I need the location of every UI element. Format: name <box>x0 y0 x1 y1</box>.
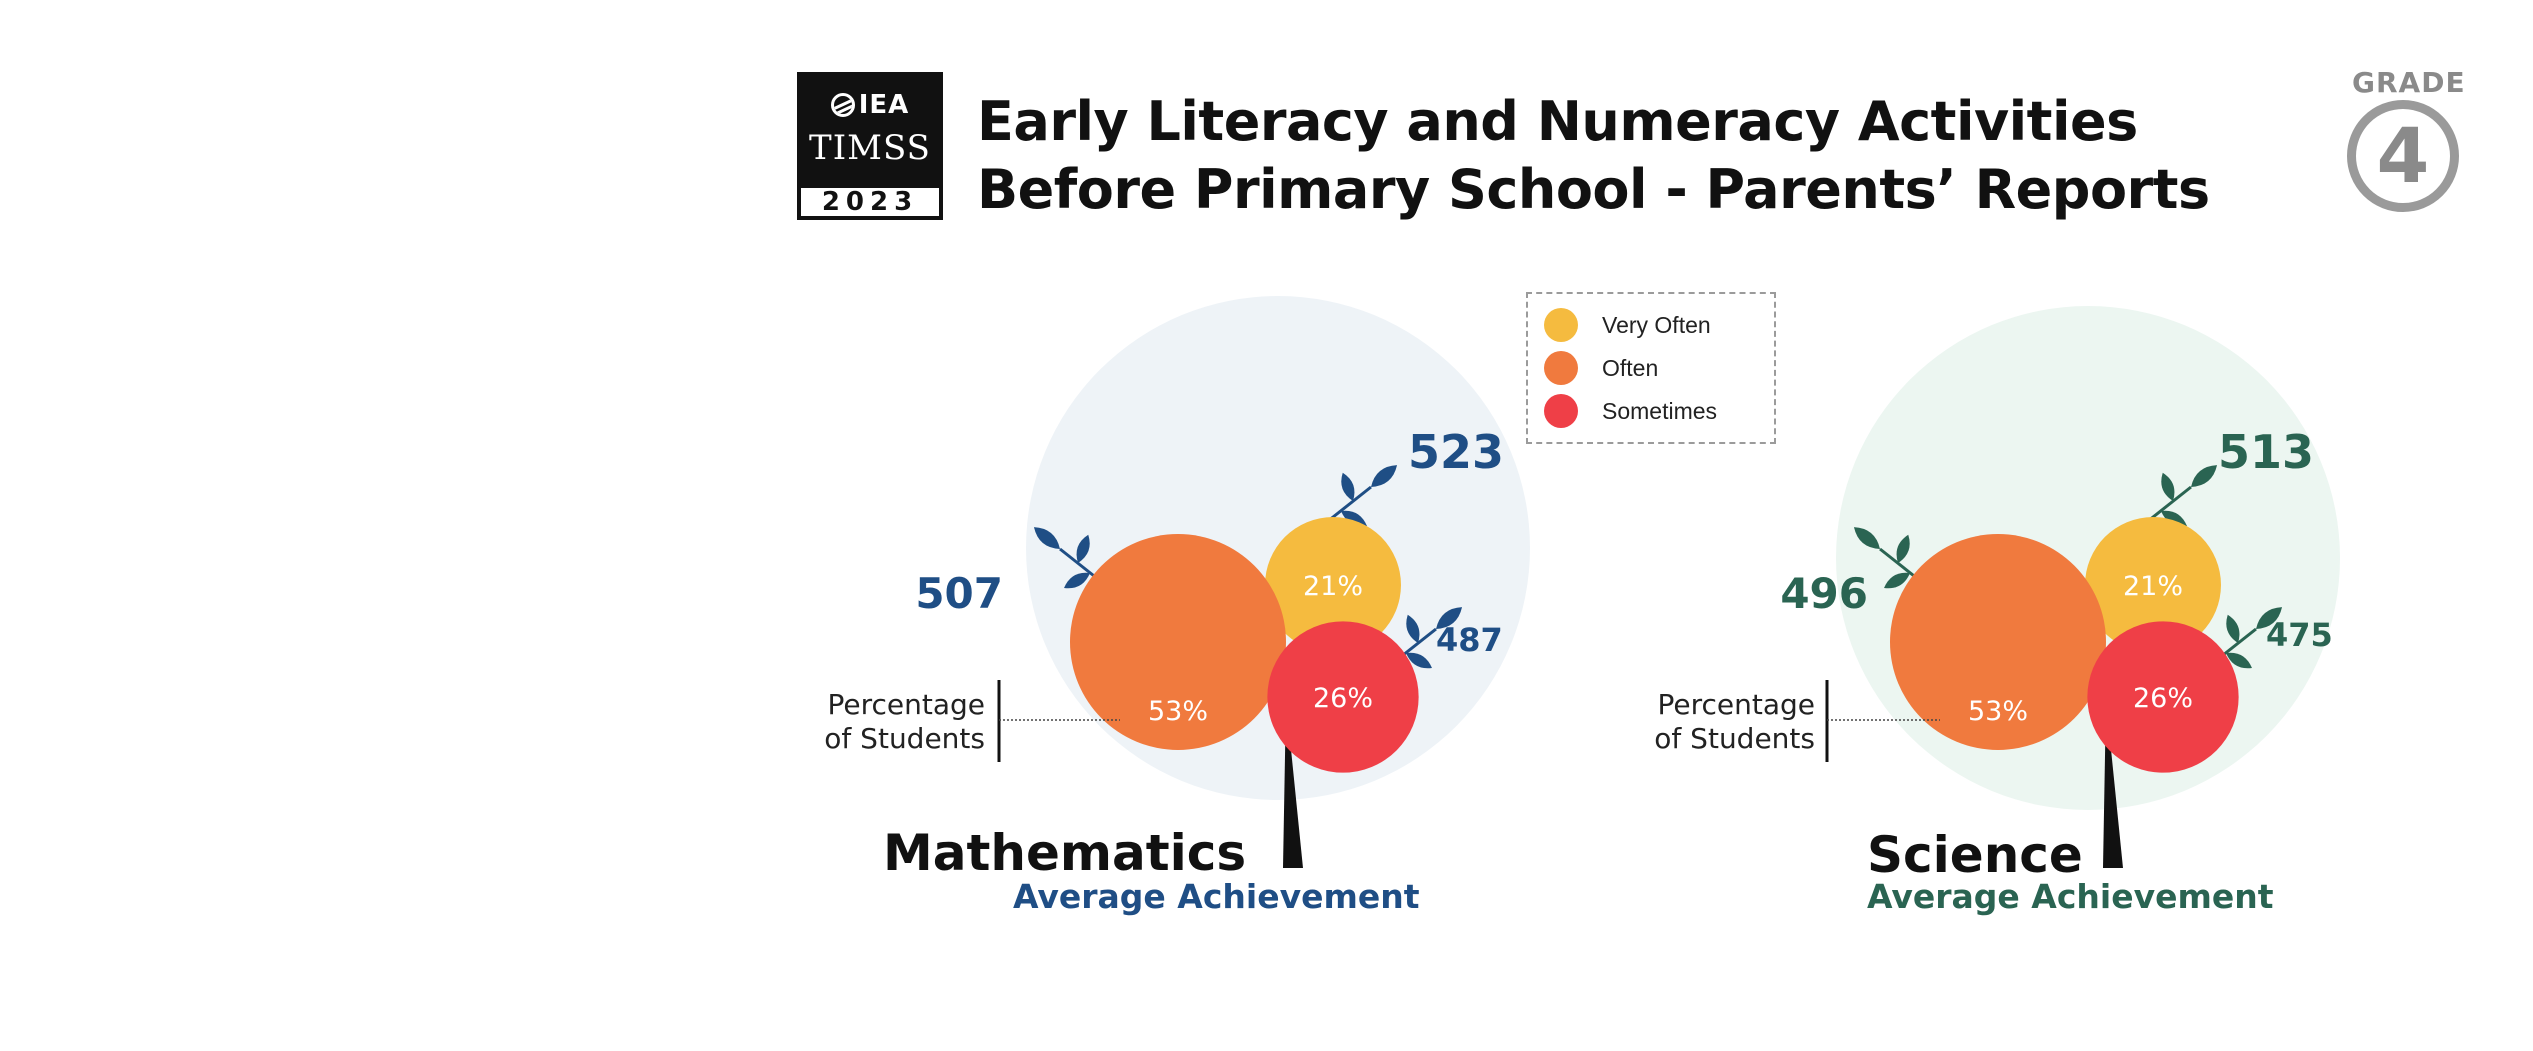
subject-subtitle: Average Achievement <box>1013 877 1420 916</box>
legend-label: Sometimes <box>1602 398 1718 424</box>
bubble-percent-label: 21% <box>1302 571 1364 602</box>
achievement-score: 523 <box>1408 425 1505 479</box>
subject-title: Science <box>1867 826 2083 884</box>
subject-subtitle: Average Achievement <box>1867 877 2274 916</box>
achievement-score: 507 <box>915 569 1003 618</box>
percent-axis-label: Percentage <box>1657 688 1815 721</box>
bubble-percent-label: 53% <box>1147 696 1209 727</box>
bubble-percent-label: 21% <box>2122 571 2184 602</box>
legend-label: Often <box>1602 355 1659 381</box>
achievement-score: 487 <box>1436 621 1503 659</box>
grade-label: GRADE <box>2352 66 2466 99</box>
achievement-score: 475 <box>2266 616 2333 654</box>
bubble-percent-label: 53% <box>1967 696 2029 727</box>
title-line-1: Early Literacy and Numeracy Activities <box>977 90 2138 153</box>
iea-logo: IEA <box>797 90 943 120</box>
bubble-percent-label: 26% <box>2132 683 2194 714</box>
title-line-2: Before Primary School - Parents’ Reports <box>977 158 2210 221</box>
percent-axis-label: of Students <box>1654 722 1815 755</box>
legend-label: Very Often <box>1602 312 1711 338</box>
achievement-score: 496 <box>1780 569 1868 618</box>
subject-title: Mathematics <box>883 824 1247 882</box>
achievement-score: 513 <box>2218 425 2315 479</box>
chart-panel-mathematics <box>824 296 1530 916</box>
grade-number: 4 <box>2376 111 2430 200</box>
percent-axis-label: of Students <box>824 722 985 755</box>
percent-axis-label: Percentage <box>827 688 985 721</box>
chart-background-circle <box>1836 306 2340 810</box>
bubble-percent-label: 26% <box>1312 683 1374 714</box>
timss-wordmark: TIMSS <box>809 128 931 168</box>
logo-year: 2023 <box>797 184 943 220</box>
chart-panel-science <box>1654 306 2340 916</box>
